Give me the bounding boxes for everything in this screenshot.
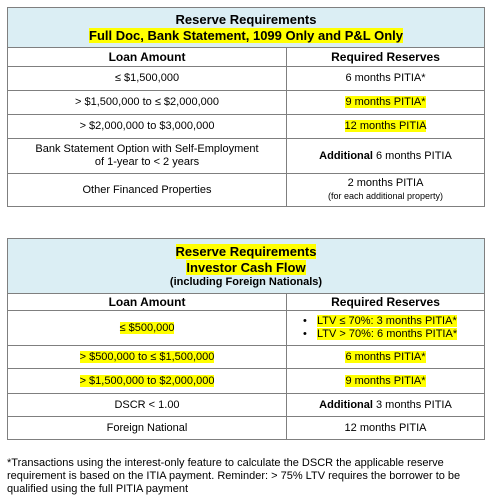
table2-row2-reserves-cell [287,346,485,369]
table2-row2-reserves: 6 months PITIA* [345,350,426,363]
table1-col-reserves: Required Reserves [287,48,485,67]
table1-title: Reserve Requirements [175,11,317,27]
table2-subtitle: Investor Cash Flow [186,260,306,275]
reserve-table-2 [7,238,485,440]
table1-row5-loan: Other Financed Properties [8,174,287,207]
table2-row1-loan-cell [8,311,287,346]
table1-row5-reserves-line2: (for each additional property) [327,191,444,201]
table2-row3-reserves: 9 months PITIA* [345,374,426,387]
table1-row4-loan-line2: of 1-year to < 2 years [94,156,200,168]
table1-col-loan: Loan Amount [8,48,287,67]
table1-row3-reserves-cell [287,115,485,139]
table1-row1-reserves: 6 months PITIA* [287,67,485,91]
table2-row4-loan: DSCR < 1.00 [8,394,287,417]
table2-row1-bullet2-text: LTV > 70%: 6 months PITIA* [317,328,458,340]
table2-row1-bullet1-text: LTV ≤ 70%: 3 months PITIA* [317,315,457,327]
table2-row1-reserves [287,311,485,346]
table2-row1-bullet2 [301,328,482,341]
table1-row2-loan: > $1,500,000 to ≤ $2,000,000 [8,91,287,115]
table2-row2-loan-cell [8,346,287,369]
table2-row3-loan: > $1,500,000 to $2,000,000 [79,374,215,387]
table1-row4-reserves-rest: 6 months PITIA [372,149,452,162]
table1-row4-loan-line1: Bank Statement Option with Self-Employment [35,143,259,155]
table2-row2-loan: > $500,000 to ≤ $1,500,000 [79,350,215,363]
table1-header [8,8,485,48]
table2-row3-reserves-cell [287,369,485,394]
table2-col-loan: Loan Amount [8,294,287,311]
table1-row3-loan: > $2,000,000 to $3,000,000 [8,115,287,139]
table2-row5-reserves: 12 months PITIA [287,417,485,440]
table2-note: (including Foreign Nationals) [169,276,323,288]
table2-col-reserves: Required Reserves [287,294,485,311]
table1-row5-reserves [287,174,485,207]
table2-title: Reserve Requirements [175,244,317,259]
table1-row2-reserves-cell [287,91,485,115]
table2-row1-bullet1 [301,315,482,328]
table1-row5-reserves-line1: 2 months PITIA [347,177,424,189]
table1-row4-loan [8,139,287,174]
table1-row1-loan: ≤ $1,500,000 [8,67,287,91]
table1-row4-reserves-bold: Additional [319,149,373,162]
table2-row4-reserves [287,394,485,417]
table1-row3-reserves: 12 months PITIA [344,120,427,132]
table1-subtitle: Full Doc, Bank Statement, 1099 Only and P&L Only [89,27,404,43]
table2-row4-reserves-rest: 3 months PITIA [372,398,452,411]
footnote: *Transactions using the interest-only feature to calculate the DSCR the applicable reserve requirement is based on the ITIA payment. Reminder: > 75% LTV requires the borrower to be qualified using the full PITIA payment [7,457,461,495]
table2-row3-loan-cell [8,369,287,394]
table2-row1-loan: ≤ $500,000 [119,321,175,334]
table2-row5-loan: Foreign National [8,417,287,440]
table2-row4-reserves-bold: Additional [319,398,373,411]
reserve-table-1 [7,7,485,207]
table1-row2-reserves: 9 months PITIA* [345,96,426,108]
table2-header [8,239,485,294]
table1-row4-reserves [287,139,485,174]
